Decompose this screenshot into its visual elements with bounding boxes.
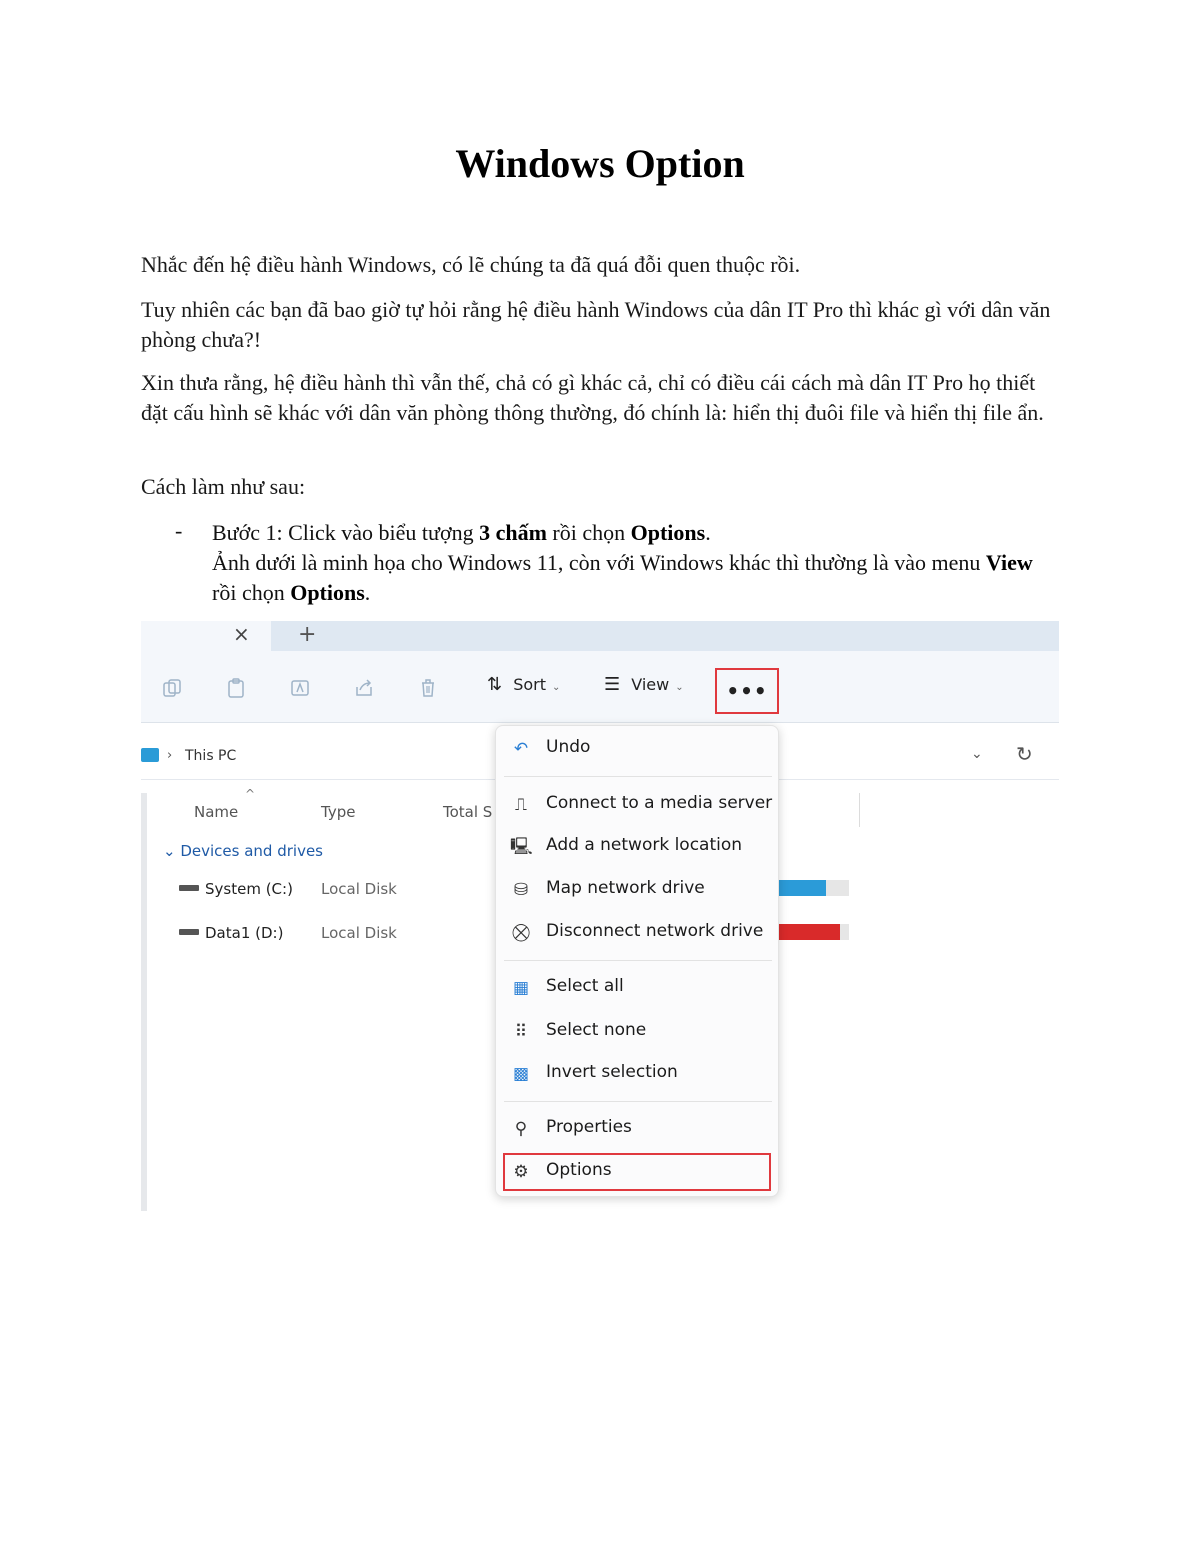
menu-item-label: Invert selection xyxy=(546,1062,678,1082)
refresh-icon[interactable]: ↻ xyxy=(1016,742,1033,766)
command-bar xyxy=(141,651,1059,723)
sort-ascending-icon: ^ xyxy=(245,787,256,801)
menu-item-label: Map network drive xyxy=(546,878,705,898)
usage-bar-c xyxy=(777,880,849,896)
menu-separator xyxy=(504,1101,772,1102)
menu-separator xyxy=(504,960,772,961)
column-divider xyxy=(859,793,860,827)
sort-icon: ⇅ xyxy=(487,674,503,695)
menu-item-label: Select none xyxy=(546,1020,647,1040)
drive-type-d: Local Disk xyxy=(321,924,397,942)
sort-label: Sort xyxy=(513,675,546,694)
usage-fill-c xyxy=(777,880,826,896)
map-drive-icon: ⛁ xyxy=(513,880,529,900)
share-icon[interactable] xyxy=(353,677,375,699)
menu-item-label: Undo xyxy=(546,737,591,757)
chevron-down-icon[interactable]: ⌄ xyxy=(971,746,983,762)
media-server-icon: ⎍ xyxy=(515,795,527,815)
drive-icon xyxy=(179,885,199,891)
menu-item-properties[interactable] xyxy=(496,1110,780,1146)
chevron-down-icon: ⌄ xyxy=(551,682,561,693)
drive-type-c: Local Disk xyxy=(321,880,397,898)
menu-item-connect-media-server[interactable] xyxy=(496,786,780,822)
column-header-name[interactable]: Name xyxy=(194,803,239,821)
disconnect-drive-icon: ⛒ xyxy=(512,923,530,943)
usage-bar-d xyxy=(777,924,849,940)
column-header-type[interactable]: Type xyxy=(321,803,356,821)
menu-item-map-network-drive[interactable] xyxy=(496,871,780,907)
step-1-bold-view: View xyxy=(985,550,1033,575)
step-1-text-f: . xyxy=(364,580,371,605)
paragraph-answer: Xin thưa rằng, hệ điều hành thì vẫn thế, chả có gì khác cả, chỉ có điều cái cách mà dân IT Pro họ thiết đặt cấu hình sẽ khác với dân văn phòng thông thường, đó chính là: hiển thị đuôi file và hiển thị file ẩn. xyxy=(141,370,1044,425)
close-icon[interactable]: × xyxy=(233,622,250,646)
delete-icon[interactable] xyxy=(417,677,439,699)
select-all-icon: ▦ xyxy=(512,978,530,998)
step-1-bold-options-2: Options xyxy=(290,580,365,605)
view-label: View xyxy=(631,675,670,694)
chevron-right-icon: › xyxy=(167,748,173,763)
more-options-menu xyxy=(495,725,779,1197)
paragraph-howto: Cách làm như sau: xyxy=(141,474,306,499)
paragraph-intro: Nhắc đến hệ điều hành Windows, có lẽ chúng ta đã quá đỗi quen thuộc rồi. xyxy=(141,252,801,277)
step-1 xyxy=(212,518,1062,608)
menu-item-label: Disconnect network drive xyxy=(546,921,764,941)
properties-icon: ⚲ xyxy=(514,1119,528,1139)
address-path[interactable]: This PC xyxy=(185,748,237,764)
step-1-text-e: rồi chọn xyxy=(212,580,291,605)
menu-separator xyxy=(504,776,772,777)
step-1-text-c: . xyxy=(705,520,711,545)
menu-item-undo[interactable] xyxy=(496,730,780,766)
bullet-dash: - xyxy=(175,518,183,543)
paste-icon[interactable] xyxy=(225,677,247,699)
gear-icon: ⚙ xyxy=(513,1162,529,1182)
explorer-screenshot xyxy=(141,621,1059,1211)
copy-icon[interactable] xyxy=(161,677,183,699)
menu-item-label: Properties xyxy=(546,1117,632,1137)
computer-icon xyxy=(141,748,159,762)
paragraph-question: Tuy nhiên các bạn đã bao giờ tự hỏi rằng hệ điều hành Windows của dân IT Pro thì khác gì với dân văn phòng chưa?! xyxy=(141,297,1051,352)
drive-name-c[interactable]: System (C:) xyxy=(205,880,293,898)
sort-button[interactable] xyxy=(487,674,560,695)
menu-item-disconnect-network-drive[interactable] xyxy=(496,914,780,950)
menu-item-label: Options xyxy=(546,1160,612,1180)
menu-item-add-network-location[interactable] xyxy=(496,828,780,864)
document-title: Windows Option xyxy=(455,141,745,186)
usage-fill-d xyxy=(777,924,840,940)
undo-icon: ↶ xyxy=(513,739,529,759)
menu-item-select-all[interactable] xyxy=(496,969,780,1005)
column-header-total-size[interactable]: Total S xyxy=(443,803,493,821)
invert-selection-icon: ▩ xyxy=(512,1064,530,1084)
step-1-bold-options: Options xyxy=(630,520,706,545)
more-options-button[interactable]: ••• xyxy=(715,668,779,714)
menu-item-label: Add a network location xyxy=(546,835,743,855)
drive-name-d[interactable]: Data1 (D:) xyxy=(205,924,284,942)
menu-item-invert-selection[interactable] xyxy=(496,1055,780,1091)
view-button[interactable] xyxy=(604,674,684,695)
tab-bar xyxy=(141,621,1059,651)
options-highlight-box xyxy=(503,1153,771,1191)
group-header-devices[interactable]: ⌄ Devices and drives xyxy=(163,842,323,860)
new-tab-icon[interactable]: + xyxy=(298,622,317,647)
network-location-icon: 🖳 xyxy=(510,837,533,857)
select-none-icon: ⠿ xyxy=(514,1022,528,1042)
step-1-text-b: rồi chọn xyxy=(546,520,631,545)
rename-icon[interactable] xyxy=(289,677,311,699)
step-1-text-a: Bước 1: Click vào biểu tượng xyxy=(212,520,480,545)
step-1-bold-3dots: 3 chấm xyxy=(479,520,547,545)
step-1-text-d: Ảnh dưới là minh họa cho Windows 11, còn với Windows khác thì thường là vào menu xyxy=(212,550,986,575)
navigation-pane-edge xyxy=(141,793,147,1211)
chevron-down-icon: ⌄ xyxy=(675,682,684,693)
drive-icon xyxy=(179,929,199,935)
menu-item-label: Connect to a media server xyxy=(546,793,773,813)
view-icon: ☰ xyxy=(604,674,621,695)
menu-item-label: Select all xyxy=(546,976,624,996)
tab-this-pc[interactable] xyxy=(141,621,271,651)
menu-item-select-none[interactable] xyxy=(496,1013,780,1049)
